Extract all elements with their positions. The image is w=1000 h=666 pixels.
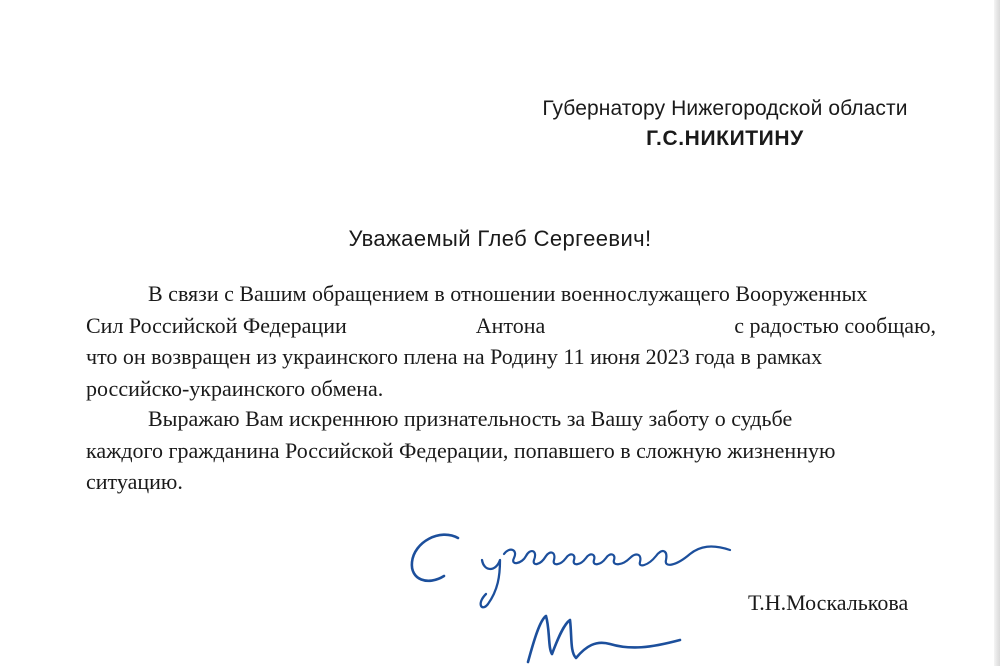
paragraph-2-line-1 xyxy=(86,403,936,435)
p2-line2-text: каждого гражданина Российской Федерации, попавшего в сложную жизненную xyxy=(86,437,836,463)
signature-stroke-u xyxy=(481,560,500,607)
signer-name: Т.Н.Москалькова xyxy=(748,590,909,615)
p1-line1-text: В связи с Вашим обращением в отношении военнослужащего Вооруженных xyxy=(148,281,868,306)
paragraph-2 xyxy=(86,403,936,498)
p1-line4-text: российско-украинского обмена. xyxy=(86,375,384,401)
p1-line3-text: что он возвращен из украинского плена на Родину 11 июня 2023 года в рамках xyxy=(86,344,823,369)
p1-line2-part-b: Антона xyxy=(475,312,546,338)
page-edge-shadow xyxy=(994,0,1000,666)
p2-line1-text: Выражаю Вам искреннюю признательность за Вашу заботу о судьбе xyxy=(148,406,793,431)
addressee-position: Губернатору Нижегородской области xyxy=(542,97,908,120)
p2-line3-text: ситуацию. xyxy=(86,469,183,494)
redacted-gap-1 xyxy=(381,310,441,342)
paragraph-2-line-3 xyxy=(86,466,936,498)
signature-stroke-word xyxy=(504,547,730,566)
handwritten-signature xyxy=(400,520,760,666)
paragraph-2-line-2 xyxy=(86,435,936,467)
paragraph-1-line-1 xyxy=(86,278,936,310)
salutation: Уважаемый Глеб Сергеевич! xyxy=(348,226,652,251)
redacted-gap-2 xyxy=(580,310,700,342)
paragraph-1-line-4 xyxy=(86,373,936,405)
paragraph-1-line-2 xyxy=(86,310,936,342)
signature-stroke-c xyxy=(412,535,458,581)
addressee-block xyxy=(520,97,930,151)
paragraph-1-line-3 xyxy=(86,341,936,373)
signature-stroke-m xyxy=(528,616,680,662)
p1-line2-part-c: с радостью сообщаю, xyxy=(734,312,936,338)
paragraph-1 xyxy=(86,278,936,404)
p1-line2-part-a: Сил Российской Федерации xyxy=(86,312,347,338)
addressee-name: Г.С.НИКИТИНУ xyxy=(646,127,804,150)
